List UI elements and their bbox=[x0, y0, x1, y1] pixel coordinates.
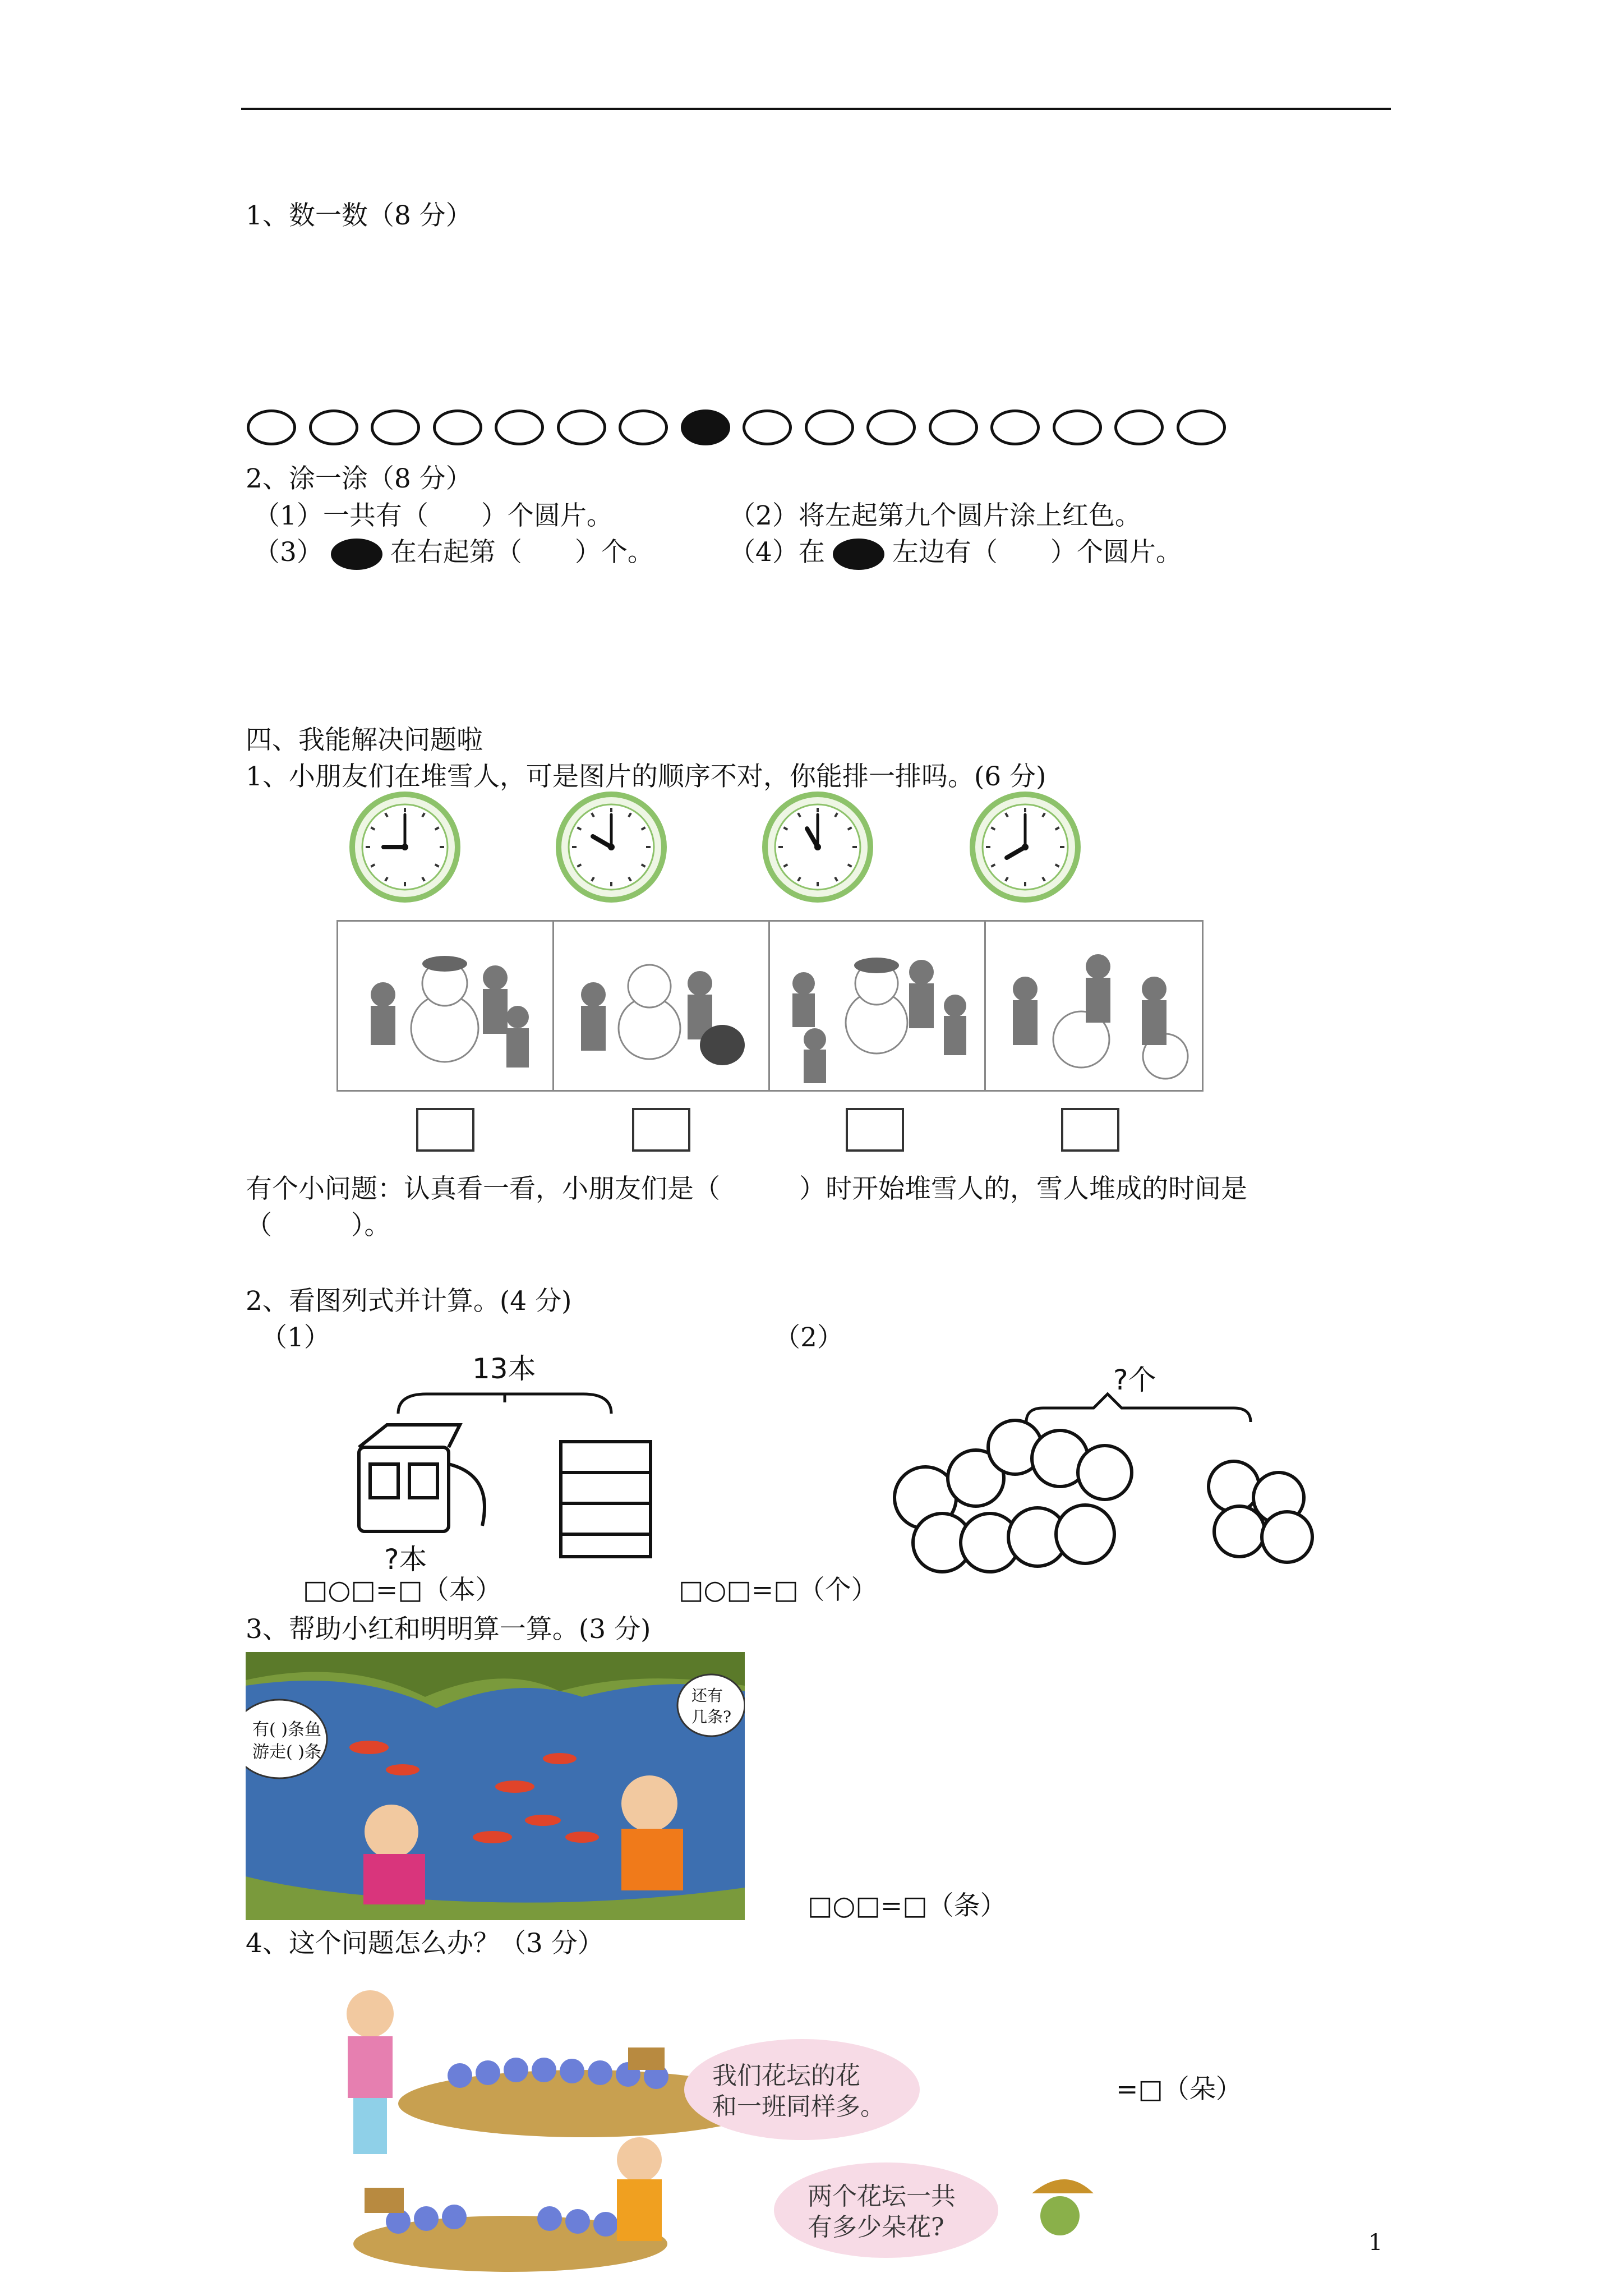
clock-icon bbox=[969, 791, 1081, 903]
q4-2-formula-1: □○□=□（本） bbox=[303, 1575, 502, 1605]
fish-pond-picture bbox=[246, 1652, 745, 1920]
q4-1-title: 1、小朋友们在堆雪人，可是图片的顺序不对，你能排一排吗。(6 分) bbox=[246, 761, 1046, 792]
q4-2-label-2: （2） bbox=[774, 1322, 843, 1353]
order-answer-box[interactable] bbox=[632, 1108, 690, 1152]
order-answer-box[interactable] bbox=[416, 1108, 474, 1152]
snowman-scene-icon bbox=[338, 922, 554, 1090]
apples-figure bbox=[886, 1364, 1324, 1593]
q4-2-title: 2、看图列式并计算。(4 分) bbox=[246, 1286, 572, 1317]
counting-circle bbox=[1053, 409, 1102, 445]
snowman-panel-4 bbox=[984, 920, 1204, 1092]
q4-4-title: 4、这个问题怎么办？（3 分） bbox=[246, 1928, 604, 1959]
q4-3-formula: □○□=□（条） bbox=[808, 1890, 1007, 1921]
q2-paint-title: 2、涂一涂（8 分） bbox=[246, 463, 472, 494]
order-answer-box[interactable] bbox=[846, 1108, 904, 1152]
q4-2-label-1: （1） bbox=[261, 1322, 330, 1353]
snowman-panel-3 bbox=[768, 920, 988, 1092]
fig2-unknown-label: ?个 bbox=[1113, 1364, 1156, 1396]
left-bubble-line2: 游走( )条 bbox=[252, 1742, 321, 1762]
snowman-scene-icon bbox=[986, 922, 1202, 1090]
counting-circle bbox=[743, 409, 792, 445]
q4-1-question-line1: 有个小问题：认真看一看，小朋友们是（ ）时开始堆雪人的，雪人堆成的时间是 bbox=[246, 1174, 1247, 1204]
q2-item-4 bbox=[729, 536, 1182, 570]
left-bubble-line1: 有( )条鱼 bbox=[252, 1720, 321, 1740]
counting-circle bbox=[371, 409, 420, 445]
flower-bed-icon bbox=[325, 1980, 1099, 2296]
q4-3-title: 3、帮助小红和明明算一算。(3 分) bbox=[246, 1614, 651, 1645]
q2-item-3-prefix: （3） bbox=[253, 537, 323, 568]
q2-item-3 bbox=[253, 536, 654, 570]
q2-item-1: （1）一共有（ ）个圆片。 bbox=[253, 500, 613, 531]
q2-item-4-suffix: 左边有（ ）个圆片。 bbox=[892, 537, 1182, 568]
counting-circle bbox=[557, 409, 606, 445]
fish-pond-icon bbox=[246, 1652, 745, 1920]
q2-item-3-suffix: 在右起第（ ）个。 bbox=[390, 537, 654, 568]
counting-circle bbox=[433, 409, 482, 445]
snowman-panel-1 bbox=[336, 920, 556, 1092]
counting-circle bbox=[990, 409, 1040, 445]
clock-icon bbox=[349, 791, 461, 903]
filled-disc-icon bbox=[331, 539, 382, 570]
fig1-total-label: 13本 bbox=[472, 1352, 536, 1385]
filled-disc-icon bbox=[833, 539, 884, 570]
section-4-heading: 四、我能解决问题啦 bbox=[246, 725, 483, 756]
q1-count-title: 1、数一数（8 分） bbox=[246, 200, 472, 231]
counting-circle bbox=[619, 409, 668, 445]
snowman-scene-icon bbox=[554, 922, 770, 1090]
bubble1-line1: 我们花坛的花 bbox=[712, 2062, 860, 2090]
q4-1-question-line2: （ ）。 bbox=[246, 1210, 391, 1241]
bubble2-line2: 有多少朵花? bbox=[808, 2213, 944, 2242]
order-answer-box[interactable] bbox=[1061, 1108, 1119, 1152]
page-number: 1 bbox=[1368, 2230, 1383, 2256]
counting-circle bbox=[1114, 409, 1164, 445]
clock-icon bbox=[555, 791, 667, 903]
counting-circle bbox=[309, 409, 358, 445]
bubble2-line1: 两个花坛一共 bbox=[808, 2182, 956, 2211]
bubble1-line2: 和一班同样多。 bbox=[712, 2092, 885, 2121]
counting-circle bbox=[866, 409, 916, 445]
q2-item-2: （2）将左起第九个圆片涂上红色。 bbox=[729, 500, 1141, 531]
counting-circle bbox=[495, 409, 544, 445]
q4-4-formula: =□（朵） bbox=[1116, 2074, 1242, 2105]
q4-2-formula-2: □○□=□（个） bbox=[679, 1575, 878, 1605]
filled-circle bbox=[681, 409, 730, 445]
right-bubble-line1: 还有 bbox=[691, 1686, 723, 1705]
fig1-unknown-label: ?本 bbox=[384, 1543, 427, 1576]
apples-icon bbox=[886, 1369, 1324, 1593]
q2-item-4-prefix: （4）在 bbox=[729, 537, 825, 568]
bag-books-figure bbox=[348, 1352, 695, 1588]
snowman-panel-2 bbox=[552, 920, 772, 1092]
header-rule bbox=[241, 108, 1391, 110]
counting-circle bbox=[929, 409, 978, 445]
snowman-scene-icon bbox=[770, 922, 986, 1090]
flower-bed-picture bbox=[325, 1980, 1099, 2296]
clock-icon bbox=[762, 791, 874, 903]
counting-circle bbox=[247, 409, 296, 445]
counting-circle bbox=[1177, 409, 1226, 445]
counting-circle bbox=[805, 409, 854, 445]
right-bubble-line2: 几条? bbox=[691, 1708, 732, 1726]
